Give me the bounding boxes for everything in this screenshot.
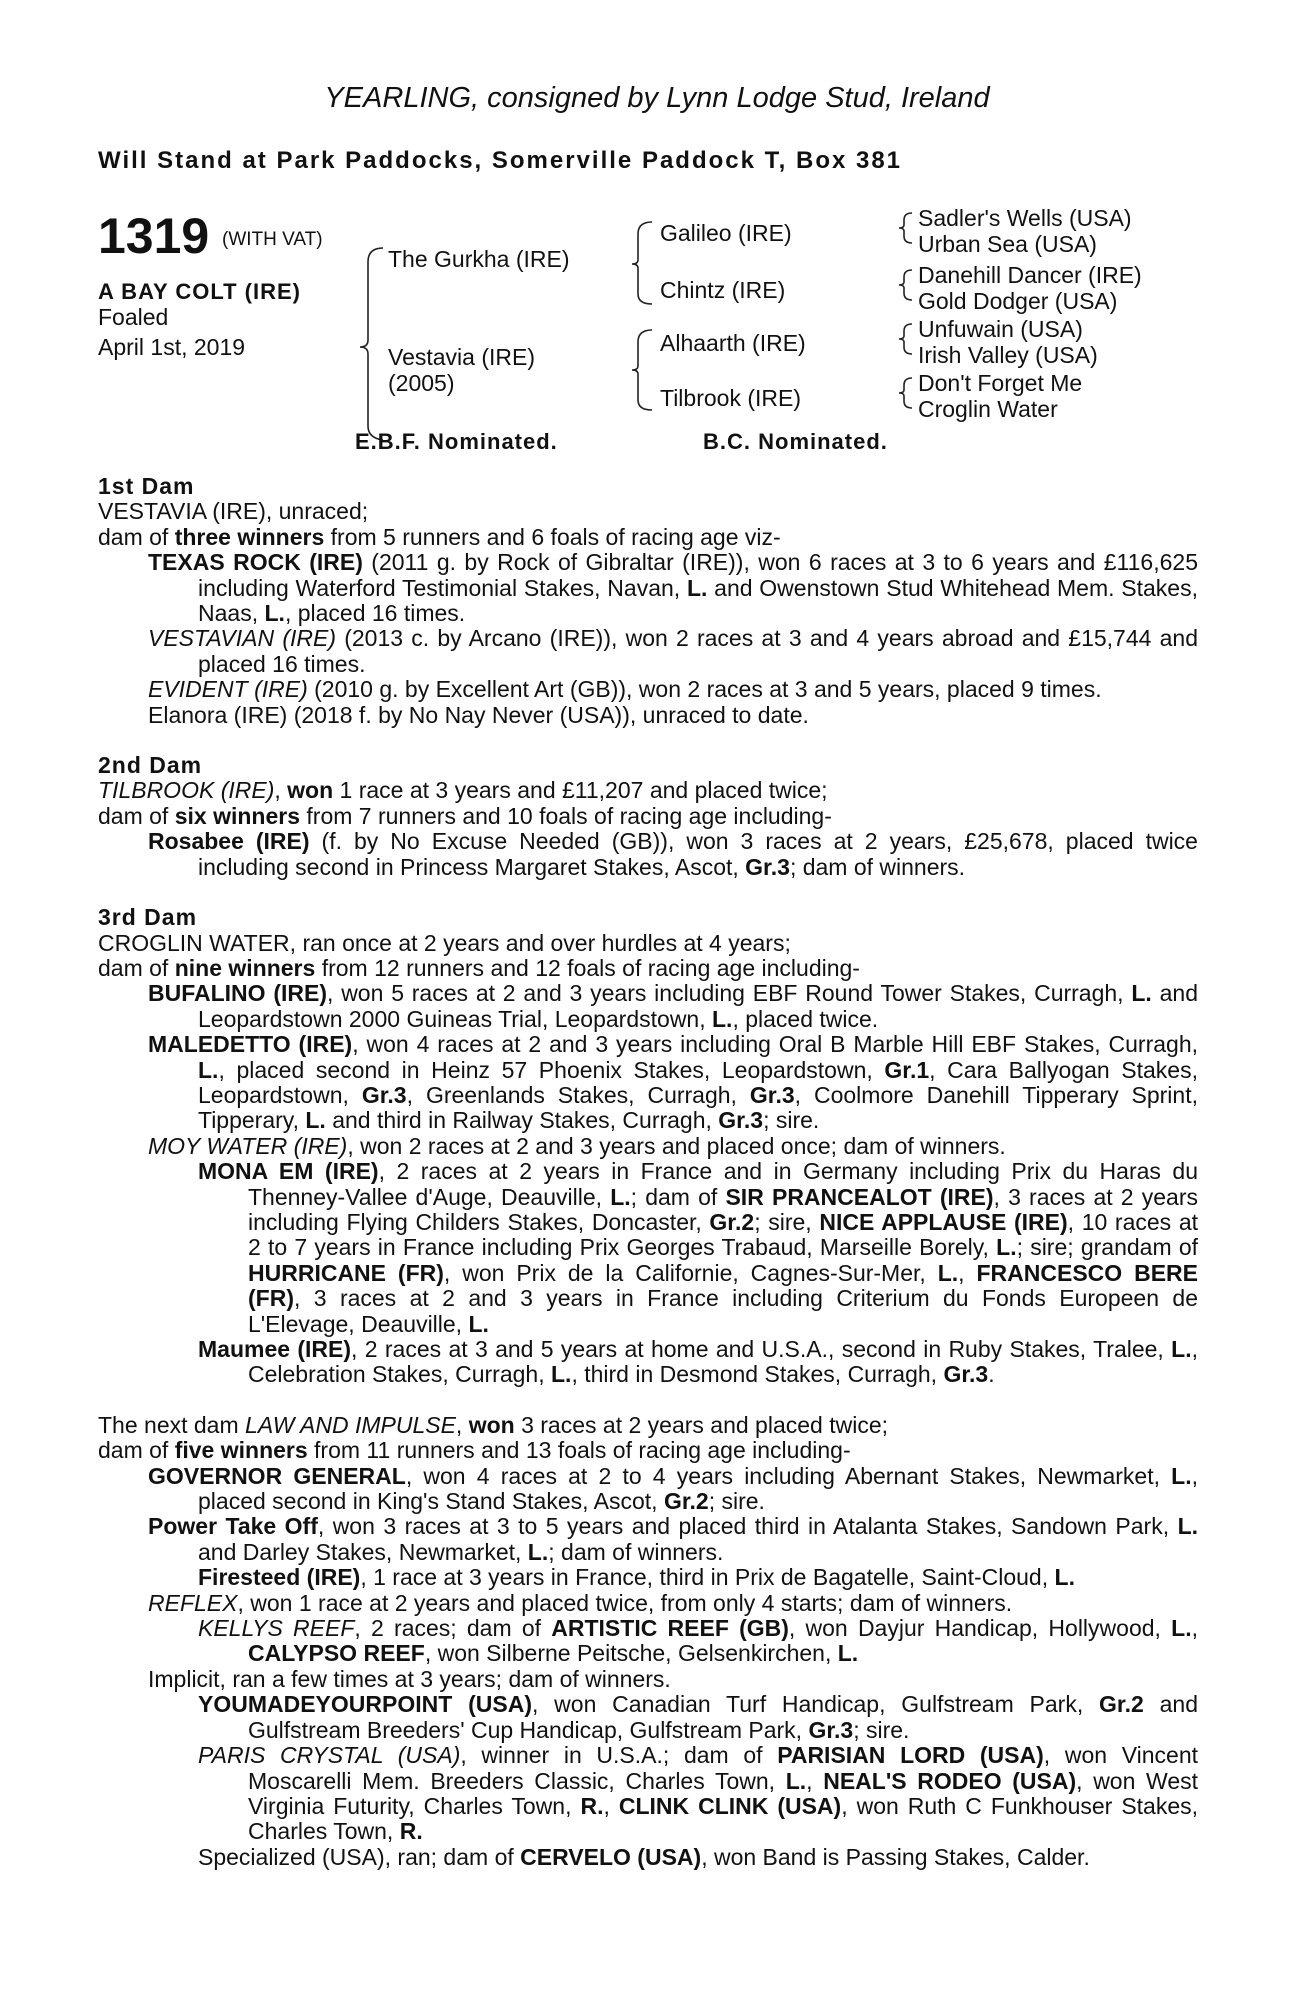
foaled-date: April 1st, 2019 — [98, 334, 246, 360]
sire-name: The Gurkha (IRE) — [388, 246, 570, 272]
dam-sire: Alhaarth (IRE) — [660, 330, 806, 356]
lot-number: 1319 — [98, 208, 210, 264]
section-heading: 2nd Dam — [98, 752, 203, 779]
dam-dam: Tilbrook (IRE) — [660, 385, 801, 411]
section-heading: 3rd Dam — [98, 904, 198, 931]
sire-dam: Chintz (IRE) — [660, 277, 786, 303]
section-heading: 1st Dam — [98, 473, 195, 499]
ancestor-2: Urban Sea (USA) — [918, 231, 1097, 257]
horse-description: A BAY COLT (IRE) — [98, 279, 302, 304]
bracket-gen3-1 — [899, 213, 912, 243]
dam-year: (2005) — [388, 370, 455, 396]
page-subtitle: YEARLING, consigned by Lynn Lodge Stud, Ireland — [324, 82, 990, 114]
bracket-gen2-top — [632, 222, 652, 304]
bracket-gen2-bottom — [632, 330, 652, 410]
ancestor-6: Irish Valley (USA) — [918, 342, 1098, 368]
ebf-nominated: E.B.F. Nominated. — [355, 429, 558, 454]
ancestor-4: Gold Dodger (USA) — [918, 288, 1118, 314]
ancestor-7: Don't Forget Me — [918, 370, 1083, 396]
stand-location: Will Stand at Park Paddocks, Somerville Paddock T, Box 381 — [98, 147, 903, 174]
bracket-gen3-3 — [899, 324, 912, 354]
ancestor-8: Croglin Water — [918, 396, 1058, 422]
ancestor-5: Unfuwain (USA) — [918, 316, 1083, 342]
bracket-gen1 — [360, 248, 383, 440]
foaled-info — [98, 302, 245, 362]
bracket-gen3-2 — [899, 270, 912, 300]
foaled-label: Foaled — [98, 304, 169, 330]
vat-label: (WITH VAT) — [222, 229, 323, 250]
bc-nominated: B.C. Nominated. — [703, 429, 888, 454]
sire-sire: Galileo (IRE) — [660, 220, 792, 246]
ancestor-1: Sadler's Wells (USA) — [918, 205, 1132, 231]
dam-name: Vestavia (IRE) — [388, 344, 535, 370]
catalogue-body: 1st Dam VESTAVIA (IRE), unraced; dam of three winners from 5 runners and 6 foals of racing age viz- TEXAS ROCK (IRE) (2011 g. by Rock of Gibraltar (IRE)), won 6 races at 3 to 6 years and £116,625 including Waterford Testimonial Stakes, Navan, L. and Owenstown Stud Whitehead Mem. Stakes, Naas, L., placed 16 times. VESTAVIAN (IRE) (2013 c. by Arcano (IRE)), won 2 races at 3 and 4 years abroad and £15,744 and placed 16 times. EVIDENT (IRE) (2010 g. by Excellent Art (GB)), won 2 races at 3 and 5 years, placed 9 times. Elanora (IRE) (2018 f. by No Nay Never (USA)), unraced to date. 2nd Dam TILBROOK (IRE), won 1 race at 3 years and £11,207 and placed twice; dam of six winners from 7 runners and 10 foals of racing age including- Rosabee (IRE) (f. by No Excuse Needed (GB)), won 3 races at 2 years, £25,678, placed twice including second in Princess Margaret Stakes, Ascot, Gr.3; dam of winners. 3rd Dam CROGLIN WATER, ran once at 2 years and over hurdles at 4 years; dam of nine winners from 12 runners and 12 foals of racing age including- BUFALINO (IRE), won 5 races at 2 and 3 years including EBF Round Tower Stakes, Curragh, L. and Leopardstown 2000 Guineas Trial, Leopardstown, L., placed twice. MALEDETTO (IRE), won 4 races at 2 and 3 years including Oral B Marble Hill EBF Stakes, Curragh, L., placed second in Heinz 57 Phoenix Stakes, Leopardstown, Gr.1, Cara Ballyogan Stakes, Leopardstown, Gr.3, Greenlands Stakes, Curragh, Gr.3, Coolmore Danehill Tipperary Sprint, Tipperary, L. and third in Railway Stakes, Curragh, Gr.3; sire. MOY WATER (IRE), won 2 races at 2 and 3 years and placed once; dam of winners. MONA EM (IRE), 2 races at 2 years in France and in Germany including Prix du Haras du Thenney-Vallee d'Auge, Deauville, L.; dam of SIR PRANCEALOT (IRE), 3 races at 2 years including Flying Childers Stakes, Doncaster, Gr.2; sire, NICE APPLAUSE (IRE), 10 races at 2 to 7 years in France including Prix Georges Trabaud, Marseille Borely, L.; sire; grandam of HURRICANE (FR), won Prix de la Californie, Cagnes-Sur-Mer, L., FRANCESCO BERE (FR), 3 races at 2 and 3 years in France including Criterium du Fonds Europeen de L'Elevage, Deauville, L. Maumee (IRE), 2 races at 3 and 5 years at home and U.S.A., second in Ruby Stakes, Tralee, L., Celebration Stakes, Curragh, L., third in Desmond Stakes, Curragh, Gr.3. The next dam LAW AND IMPULSE, won 3 races at 2 years and placed twice; dam of five winners from 11 runners and 13 foals of racing age including- GOVERNOR GENERAL, won 4 races at 2 to 4 years including Abernant Stakes, Newmarket, L., placed second in King's Stand Stakes, Ascot, Gr.2; sire. Power Take Off, won 3 races at 3 to 5 years and placed third in Atalanta Stakes, Sandown Park, L. and Darley Stakes, Newmarket, L.; dam of winners. Firesteed (IRE), 1 race at 3 years in France, third in Prix de Bagatelle, Saint-Cloud, L. REFLEX, won 1 race at 2 years and placed twice, from only 4 starts; dam of winners. KELLYS REEF, 2 races; dam of ARTISTIC REEF (GB), won Dayjur Handicap, Hollywood, L., CALYPSO REEF, won Silberne Peitsche, Gelsenkirchen, L. Implicit, ran a few times at 3 years; dam of winners. YOUMADEYOURPOINT (USA), won Canadian Turf Handicap, Gulfstream Park, Gr.2 and Gulfstream Breeders' Cup Handicap, Gulfstream Park, Gr.3; sire. PARIS CRYSTAL (USA), winner in U.S.A.; dam of PARISIAN LORD (USA), won Vincent Moscarelli Mem. Breeders Classic, Charles Town, L., NEAL'S RODEO (USA), won West Virginia Futurity, Charles Town, R., CLINK CLINK (USA), won Ruth C Funkhouser Stakes, Charles Town, R. Specialized (USA), ran; dam of CERVELO (USA), won Band is Passing Stakes, Calder. — [98, 473, 1199, 1870]
ancestor-3: Danehill Dancer (IRE) — [918, 262, 1142, 288]
bracket-gen3-4 — [899, 378, 912, 408]
